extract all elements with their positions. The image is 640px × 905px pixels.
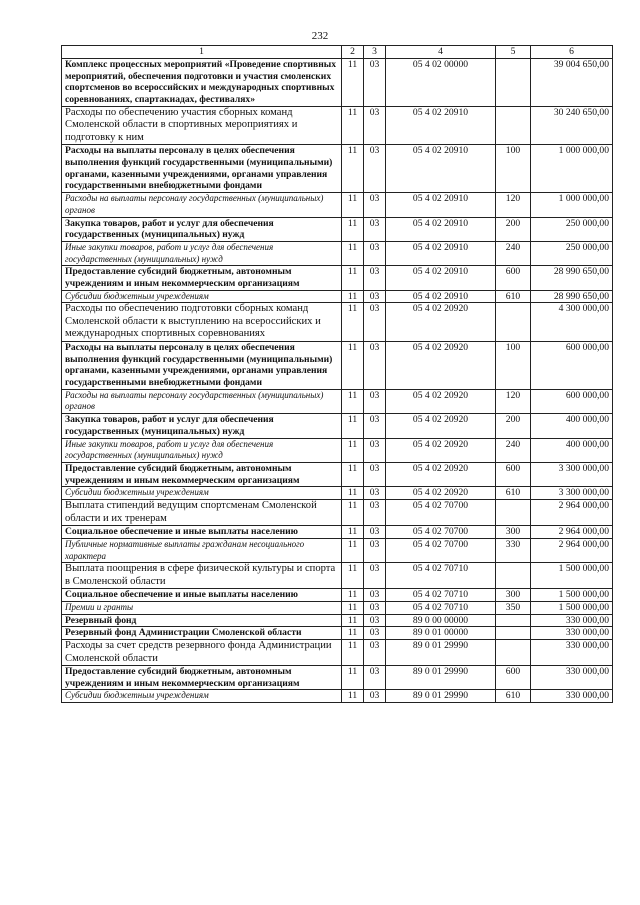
- budget-table: [61, 45, 613, 703]
- subsection-code-cell: 03: [364, 59, 386, 107]
- target-article-cell: 05 4 02 70710: [386, 601, 496, 614]
- amount-cell: 3 300 000,00: [531, 487, 613, 500]
- amount-cell: 28 990 650,00: [531, 266, 613, 290]
- table-row: [62, 303, 613, 342]
- section-code-cell: 11: [342, 462, 364, 486]
- target-article-cell: 05 4 02 20910: [386, 241, 496, 265]
- target-article-cell: 05 4 02 70700: [386, 526, 496, 539]
- amount-cell: 3 300 000,00: [531, 462, 613, 486]
- row-name-cell: Резервный фонд Администрации Смоленской области: [62, 627, 342, 640]
- section-code-cell: 11: [342, 500, 364, 526]
- row-name-cell: Расходы на выплаты персоналу государственных (муниципальных) органов: [62, 193, 342, 217]
- expense-type-cell: 610: [496, 690, 531, 703]
- section-code-cell: 11: [342, 438, 364, 462]
- amount-cell: 30 240 650,00: [531, 106, 613, 145]
- subsection-code-cell: 03: [364, 462, 386, 486]
- section-code-cell: 11: [342, 601, 364, 614]
- amount-cell: 600 000,00: [531, 341, 613, 389]
- section-code-cell: 11: [342, 59, 364, 107]
- section-code-cell: 11: [342, 538, 364, 562]
- row-name-cell: Предоставление субсидий бюджетным, автономным учреждениям и иным некоммерческим организациям: [62, 462, 342, 486]
- section-code-cell: 11: [342, 217, 364, 241]
- expense-type-cell: [496, 614, 531, 627]
- section-code-cell: 11: [342, 414, 364, 438]
- table-row: [62, 59, 613, 107]
- amount-cell: 330 000,00: [531, 627, 613, 640]
- target-article-cell: 89 0 01 29990: [386, 690, 496, 703]
- section-code-cell: 11: [342, 640, 364, 666]
- section-code-cell: 11: [342, 290, 364, 303]
- table-row: [62, 241, 613, 265]
- expense-type-cell: 350: [496, 601, 531, 614]
- expense-type-cell: [496, 106, 531, 145]
- column-header: 1: [62, 46, 342, 59]
- section-code-cell: 11: [342, 666, 364, 690]
- target-article-cell: 05 4 02 00000: [386, 59, 496, 107]
- expense-type-cell: 100: [496, 145, 531, 193]
- expense-type-cell: [496, 59, 531, 107]
- table-body: [62, 59, 613, 703]
- subsection-code-cell: 03: [364, 614, 386, 627]
- subsection-code-cell: 03: [364, 627, 386, 640]
- row-name-cell: Резервный фонд: [62, 614, 342, 627]
- table-row: [62, 290, 613, 303]
- target-article-cell: 05 4 02 20910: [386, 106, 496, 145]
- expense-type-cell: 120: [496, 193, 531, 217]
- subsection-code-cell: 03: [364, 145, 386, 193]
- expense-type-cell: 610: [496, 290, 531, 303]
- table-row: [62, 640, 613, 666]
- row-name-cell: Расходы на выплаты персоналу в целях обеспечения выполнения функций государственными (муниципальными) органами, казенными учреждениями, органами управления государственными внебюджетными фондами: [62, 341, 342, 389]
- table-row: [62, 438, 613, 462]
- expense-type-cell: 600: [496, 266, 531, 290]
- row-name-cell: Выплата поощрения в сфере физической культуры и спорта в Смоленской области: [62, 563, 342, 589]
- table-row: [62, 589, 613, 602]
- table-row: [62, 487, 613, 500]
- expense-type-cell: [496, 500, 531, 526]
- column-header: 6: [531, 46, 613, 59]
- expense-type-cell: 240: [496, 241, 531, 265]
- expense-type-cell: 120: [496, 389, 531, 413]
- table-row: [62, 500, 613, 526]
- amount-cell: 39 004 650,00: [531, 59, 613, 107]
- section-code-cell: 11: [342, 526, 364, 539]
- row-name-cell: Закупка товаров, работ и услуг для обеспечения государственных (муниципальных) нужд: [62, 414, 342, 438]
- row-name-cell: Субсидии бюджетным учреждениям: [62, 487, 342, 500]
- subsection-code-cell: 03: [364, 500, 386, 526]
- table-row: [62, 627, 613, 640]
- table-row: [62, 601, 613, 614]
- table-row: [62, 217, 613, 241]
- row-name-cell: Расходы на выплаты персоналу государственных (муниципальных) органов: [62, 389, 342, 413]
- section-code-cell: 11: [342, 241, 364, 265]
- amount-cell: 400 000,00: [531, 414, 613, 438]
- section-code-cell: 11: [342, 563, 364, 589]
- amount-cell: 250 000,00: [531, 241, 613, 265]
- expense-type-cell: 200: [496, 217, 531, 241]
- subsection-code-cell: 03: [364, 217, 386, 241]
- section-code-cell: 11: [342, 690, 364, 703]
- table-row: [62, 563, 613, 589]
- table-row: [62, 414, 613, 438]
- subsection-code-cell: 03: [364, 414, 386, 438]
- expense-type-cell: 600: [496, 666, 531, 690]
- column-header: 2: [342, 46, 364, 59]
- column-number-row: [62, 46, 613, 59]
- expense-type-cell: [496, 627, 531, 640]
- amount-cell: 330 000,00: [531, 614, 613, 627]
- target-article-cell: 05 4 02 20920: [386, 438, 496, 462]
- subsection-code-cell: 03: [364, 290, 386, 303]
- target-article-cell: 05 4 02 20920: [386, 414, 496, 438]
- row-name-cell: Субсидии бюджетным учреждениям: [62, 690, 342, 703]
- row-name-cell: Расходы по обеспечению участия сборных команд Смоленской области в спортивных мероприятиях и подготовку к ним: [62, 106, 342, 145]
- subsection-code-cell: 03: [364, 601, 386, 614]
- row-name-cell: Расходы по обеспечению подготовки сборных команд Смоленской области к выступлению на всероссийских и международных спортивных соревнованиях: [62, 303, 342, 342]
- amount-cell: 2 964 000,00: [531, 538, 613, 562]
- amount-cell: 400 000,00: [531, 438, 613, 462]
- subsection-code-cell: 03: [364, 563, 386, 589]
- row-name-cell: Расходы на выплаты персоналу в целях обеспечения выполнения функций государственными (муниципальными) органами, казенными учреждениями, органами управления государственными внебюджетными фондами: [62, 145, 342, 193]
- table-row: [62, 666, 613, 690]
- table-row: [62, 614, 613, 627]
- target-article-cell: 89 0 01 00000: [386, 627, 496, 640]
- table-row: [62, 341, 613, 389]
- target-article-cell: 05 4 02 20910: [386, 266, 496, 290]
- section-code-cell: 11: [342, 145, 364, 193]
- amount-cell: 1 500 000,00: [531, 601, 613, 614]
- subsection-code-cell: 03: [364, 389, 386, 413]
- expense-type-cell: 300: [496, 526, 531, 539]
- table-row: [62, 690, 613, 703]
- table-row: [62, 462, 613, 486]
- target-article-cell: 05 4 02 70710: [386, 589, 496, 602]
- section-code-cell: 11: [342, 106, 364, 145]
- row-name-cell: Публичные нормативные выплаты гражданам несоциального характера: [62, 538, 342, 562]
- amount-cell: 2 964 000,00: [531, 500, 613, 526]
- amount-cell: 250 000,00: [531, 217, 613, 241]
- table-row: [62, 389, 613, 413]
- page-number: 232: [311, 30, 329, 42]
- amount-cell: 4 300 000,00: [531, 303, 613, 342]
- target-article-cell: 89 0 01 29990: [386, 666, 496, 690]
- amount-cell: 600 000,00: [531, 389, 613, 413]
- subsection-code-cell: 03: [364, 193, 386, 217]
- table-row: [62, 538, 613, 562]
- section-code-cell: 11: [342, 627, 364, 640]
- expense-type-cell: 610: [496, 487, 531, 500]
- amount-cell: 1 500 000,00: [531, 563, 613, 589]
- expense-type-cell: 330: [496, 538, 531, 562]
- section-code-cell: 11: [342, 341, 364, 389]
- target-article-cell: 05 4 02 20910: [386, 217, 496, 241]
- row-name-cell: Иные закупки товаров, работ и услуг для обеспечения государственных (муниципальных) нужд: [62, 241, 342, 265]
- amount-cell: 28 990 650,00: [531, 290, 613, 303]
- subsection-code-cell: 03: [364, 106, 386, 145]
- row-name-cell: Выплата стипендий ведущим спортсменам Смоленской области и их тренерам: [62, 500, 342, 526]
- table-row: [62, 526, 613, 539]
- column-header: 5: [496, 46, 531, 59]
- expense-type-cell: 600: [496, 462, 531, 486]
- amount-cell: 1 000 000,00: [531, 145, 613, 193]
- target-article-cell: 05 4 02 20920: [386, 462, 496, 486]
- amount-cell: 330 000,00: [531, 666, 613, 690]
- section-code-cell: 11: [342, 193, 364, 217]
- row-name-cell: Закупка товаров, работ и услуг для обеспечения государственных (муниципальных) нужд: [62, 217, 342, 241]
- amount-cell: 1 000 000,00: [531, 193, 613, 217]
- subsection-code-cell: 03: [364, 640, 386, 666]
- target-article-cell: 89 0 00 00000: [386, 614, 496, 627]
- target-article-cell: 05 4 02 20910: [386, 290, 496, 303]
- section-code-cell: 11: [342, 487, 364, 500]
- subsection-code-cell: 03: [364, 487, 386, 500]
- target-article-cell: 05 4 02 70700: [386, 500, 496, 526]
- row-name-cell: Иные закупки товаров, работ и услуг для обеспечения государственных (муниципальных) нужд: [62, 438, 342, 462]
- expense-type-cell: [496, 640, 531, 666]
- target-article-cell: 05 4 02 20910: [386, 193, 496, 217]
- target-article-cell: 05 4 02 20910: [386, 145, 496, 193]
- target-article-cell: 05 4 02 70700: [386, 538, 496, 562]
- section-code-cell: 11: [342, 389, 364, 413]
- target-article-cell: 05 4 02 70710: [386, 563, 496, 589]
- row-name-cell: Предоставление субсидий бюджетным, автономным учреждениям и иным некоммерческим организациям: [62, 666, 342, 690]
- section-code-cell: 11: [342, 589, 364, 602]
- subsection-code-cell: 03: [364, 589, 386, 602]
- table-row: [62, 106, 613, 145]
- row-name-cell: Премии и гранты: [62, 601, 342, 614]
- subsection-code-cell: 03: [364, 341, 386, 389]
- subsection-code-cell: 03: [364, 266, 386, 290]
- amount-cell: 330 000,00: [531, 640, 613, 666]
- subsection-code-cell: 03: [364, 666, 386, 690]
- subsection-code-cell: 03: [364, 538, 386, 562]
- subsection-code-cell: 03: [364, 690, 386, 703]
- section-code-cell: 11: [342, 614, 364, 627]
- target-article-cell: 05 4 02 20920: [386, 341, 496, 389]
- expense-type-cell: 200: [496, 414, 531, 438]
- target-article-cell: 05 4 02 20920: [386, 389, 496, 413]
- expense-type-cell: 240: [496, 438, 531, 462]
- row-name-cell: Комплекс процессных мероприятий «Проведение спортивных мероприятий, обеспечения подготовки и участия смоленских спортсменов во всероссийских и международных спортивных соревнованиях, спартакиадах, фестивалях»: [62, 59, 342, 107]
- amount-cell: 330 000,00: [531, 690, 613, 703]
- column-header: 4: [386, 46, 496, 59]
- expense-type-cell: 300: [496, 589, 531, 602]
- table-row: [62, 266, 613, 290]
- subsection-code-cell: 03: [364, 303, 386, 342]
- row-name-cell: Предоставление субсидий бюджетным, автономным учреждениям и иным некоммерческим организациям: [62, 266, 342, 290]
- expense-type-cell: [496, 303, 531, 342]
- amount-cell: 2 964 000,00: [531, 526, 613, 539]
- section-code-cell: 11: [342, 266, 364, 290]
- table-row: [62, 193, 613, 217]
- row-name-cell: Расходы за счет средств резервного фонда Администрации Смоленской области: [62, 640, 342, 666]
- row-name-cell: Социальное обеспечение и иные выплаты населению: [62, 589, 342, 602]
- row-name-cell: Субсидии бюджетным учреждениям: [62, 290, 342, 303]
- column-header: 3: [364, 46, 386, 59]
- amount-cell: 1 500 000,00: [531, 589, 613, 602]
- target-article-cell: 05 4 02 20920: [386, 303, 496, 342]
- subsection-code-cell: 03: [364, 526, 386, 539]
- expense-type-cell: [496, 563, 531, 589]
- table-row: [62, 145, 613, 193]
- section-code-cell: 11: [342, 303, 364, 342]
- expense-type-cell: 100: [496, 341, 531, 389]
- subsection-code-cell: 03: [364, 438, 386, 462]
- target-article-cell: 89 0 01 29990: [386, 640, 496, 666]
- row-name-cell: Социальное обеспечение и иные выплаты населению: [62, 526, 342, 539]
- target-article-cell: 05 4 02 20920: [386, 487, 496, 500]
- subsection-code-cell: 03: [364, 241, 386, 265]
